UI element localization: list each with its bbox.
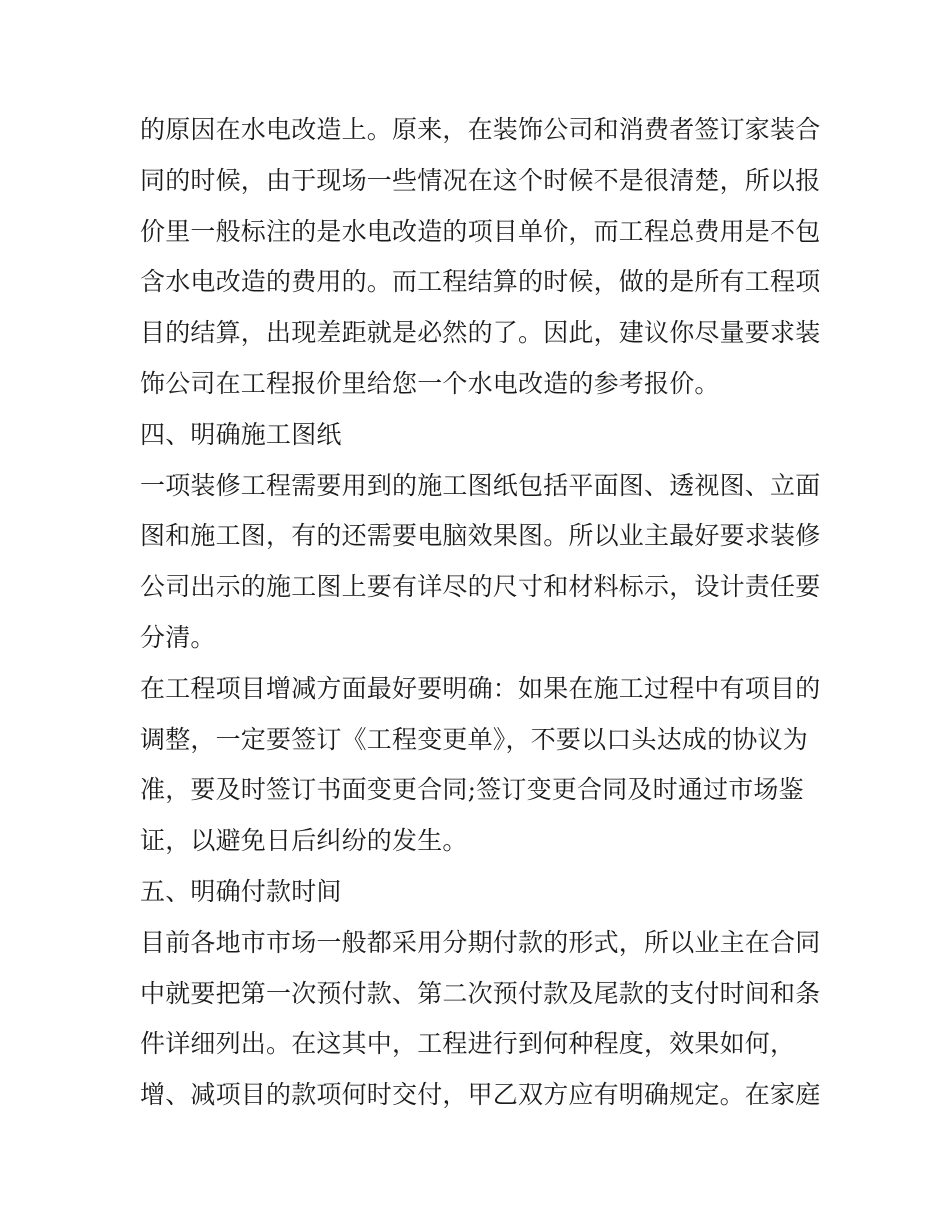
paragraph-line: 饰公司在工程报价里给您一个水电改造的参考报价。 [140,368,720,398]
paragraph-line: 目前各地市市场一般都采用分期付款的形式，所以业主在合同 [140,927,821,957]
section-heading: 五、明确付款时间 [140,876,342,906]
section-heading: 四、明确施工图纸 [140,419,342,449]
paragraph-line: 准，要及时签订书面变更合同;签订变更合同及时通过市场鉴 [140,775,804,805]
paragraph-line: 价里一般标注的是水电改造的项目单价，而工程总费用是不包 [140,216,821,246]
paragraph-line: 图和施工图，有的还需要电脑效果图。所以业主最好要求装修 [140,521,821,551]
paragraph-line: 增、减项目的款项何时交付，甲乙双方应有明确规定。在家庭 [140,1080,821,1110]
paragraph-line: 调整，一定要签订《工程变更单》，不要以口头达成的协议为 [140,724,808,754]
document-body [140,105,820,1121]
paragraph-line: 件详细列出。在这其中，工程进行到何种程度，效果如何， [140,1029,796,1059]
paragraph-line: 分清。 [140,622,216,652]
paragraph-line: 证，以避免日后纠纷的发生。 [140,826,468,856]
paragraph-line: 的原因在水电改造上。原来，在装饰公司和消费者签订家装合 [140,115,821,144]
paragraph-line: 同的时候，由于现场一些情况在这个时候不是很清楚，所以报 [140,165,821,195]
paragraph-line: 公司出示的施工图上要有详尽的尺寸和材料标示，设计责任要 [140,572,821,602]
paragraph-line: 含水电改造的费用的。而工程结算的时候，做的是所有工程项 [140,267,821,297]
paragraph-line: 中就要把第一次预付款、第二次预付款及尾款的支付时间和条 [140,978,821,1008]
paragraph-line: 在工程项目增减方面最好要明确：如果在施工过程中有项目的 [140,673,821,703]
paragraph-line: 目的结算，出现差距就是必然的了。因此，建议你尽量要求装 [140,318,821,348]
paragraph-line: 一项装修工程需要用到的施工图纸包括平面图、透视图、立面 [140,470,821,500]
